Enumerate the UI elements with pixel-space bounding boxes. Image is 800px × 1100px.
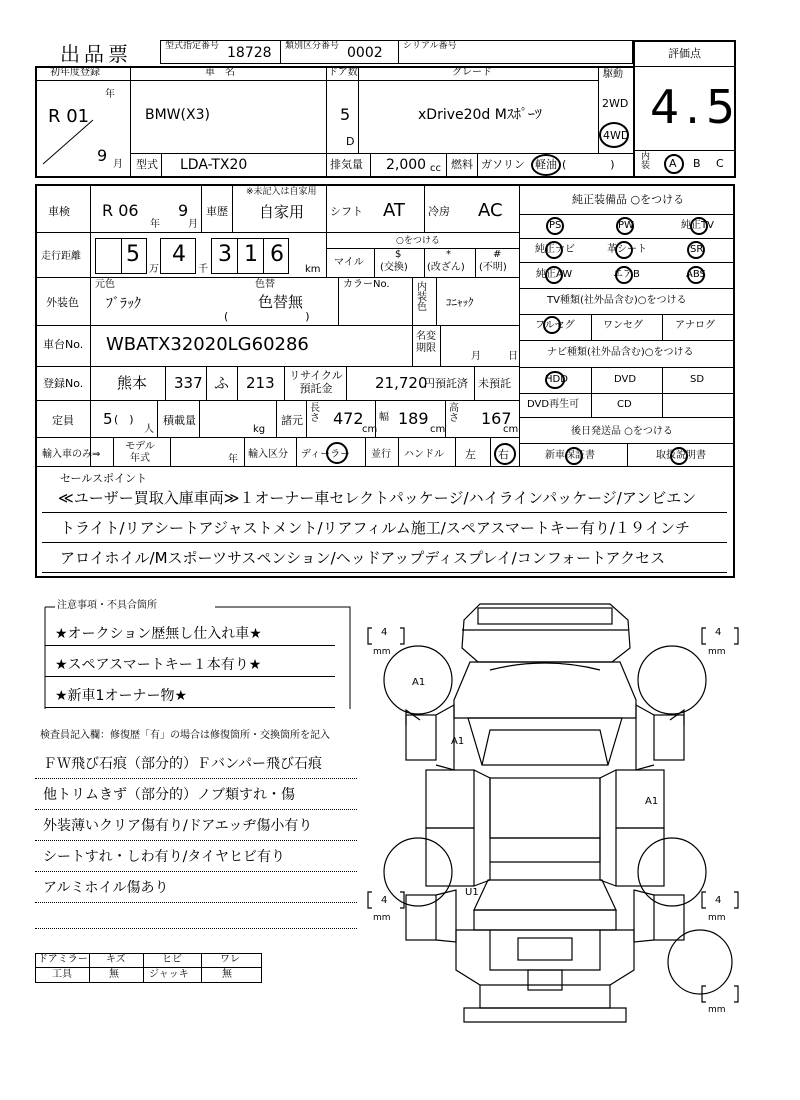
- equip-pw: PW: [618, 220, 634, 231]
- exterior-changed-paren: ( ): [224, 310, 310, 323]
- legend-value: 工具: [52, 969, 72, 980]
- mileage-exchange: (交換): [380, 262, 408, 273]
- inspection-month: 9: [178, 201, 189, 220]
- length-unit: cm: [362, 424, 378, 435]
- dims-label: 諸元: [281, 414, 303, 427]
- later-warranty-circle: [565, 447, 583, 465]
- legend-value: 無: [109, 969, 119, 980]
- tread-value: 4: [715, 627, 722, 638]
- inspector-line: アルミホイル傷あり: [43, 880, 169, 896]
- inspector-line: 外装薄いクリア傷有り/ドアエッヂ傷小有り: [43, 818, 313, 834]
- import-label: 輸入車のみ⇒: [42, 449, 101, 460]
- equip-circle: [687, 266, 705, 284]
- score-label: 評価点: [668, 47, 701, 60]
- fuel-diesel: 軽油: [535, 158, 557, 171]
- sales-point-line: ≪ユーザー買取入庫車両≫１オーナー車セレクトパッケージ/ハイラインパッケージ/アンビエン: [58, 489, 697, 507]
- legend-value: 無: [222, 969, 232, 980]
- drive-4wd: 4WD: [603, 129, 630, 142]
- damage-mark: U1: [465, 887, 479, 898]
- first-reg-year-suffix: 年: [105, 89, 115, 100]
- height-unit: cm: [503, 424, 519, 435]
- tread-unit: mm: [708, 913, 726, 923]
- navi-hdd-circle: [545, 371, 565, 389]
- registration-place: 熊本: [117, 374, 148, 392]
- car-name: BMW(X3): [145, 107, 210, 123]
- interior-label: 内装: [641, 152, 651, 171]
- sales-points-label: セールスポイント: [60, 472, 148, 485]
- notes-label: 注意事項・不具合箇所: [57, 600, 157, 611]
- navi-hdd: HDD: [545, 374, 568, 385]
- import-div-label: 輸入区分: [248, 449, 288, 460]
- door-label: ドア数: [328, 67, 358, 78]
- first-reg-month: 9: [97, 146, 108, 165]
- mileage-sen: 千: [198, 264, 208, 275]
- equip-circle: [545, 266, 563, 284]
- tv-title: TV種類(社外品含む)○をつける: [547, 295, 687, 306]
- equipment-title: 純正装備品 ○をつける: [572, 193, 685, 206]
- mileage-mile: マイル: [334, 257, 364, 268]
- equip-circle: [545, 241, 563, 259]
- interior-color: ｺﾆｬｯｸ: [446, 296, 474, 309]
- damage-mark: A1: [451, 736, 465, 747]
- tv-fullseg: フルセグ: [535, 320, 575, 331]
- cd-label: CD: [617, 399, 632, 410]
- inspector-line: 他トリムきず（部分的）ノブ類すれ・傷: [43, 787, 295, 803]
- load-unit: kg: [253, 424, 266, 435]
- page-title: 出品票: [60, 42, 132, 66]
- recycle-status: 円預託済: [424, 377, 468, 390]
- capacity-unit: 人: [144, 424, 154, 435]
- equip-aw: 純正AW: [536, 269, 573, 280]
- fuel-diesel-circle: [531, 154, 561, 176]
- damage-mark: A1: [412, 677, 426, 688]
- fuel-other: ( ): [562, 158, 615, 171]
- height-label: 高さ: [449, 403, 459, 424]
- mileage-unknown-symbol: #: [493, 249, 502, 260]
- model-code: 18728: [227, 45, 272, 61]
- equip-circle: [690, 217, 708, 235]
- sales-point-line: トライト/リアシートアジャストメント/リアフィルム施工/スペアスマートキー有り/１９インチ: [60, 519, 690, 537]
- inspection-year-suffix: 年: [150, 219, 160, 230]
- interior-grade-circle: [664, 154, 684, 174]
- serial-label: シリアル番号: [403, 41, 457, 51]
- note-line: ★オークション歴無し仕入れ車★: [55, 626, 262, 642]
- category-code: 0002: [347, 45, 383, 61]
- tread-unit: mm: [373, 647, 391, 657]
- grade-value: xDrive20d Mｽﾎﾟｰﾂ: [418, 107, 542, 123]
- fuel-label: 燃料: [451, 158, 473, 171]
- model-year-suffix: 年: [228, 454, 238, 465]
- registration-class: 337: [174, 374, 203, 392]
- equip-tv: 純正TV: [681, 220, 714, 231]
- length-label: 長さ: [310, 403, 320, 424]
- tv-analog: アナログ: [675, 320, 715, 331]
- later-title: 後日発送品 ○をつける: [571, 426, 673, 437]
- inspection-label: 車検: [48, 205, 70, 218]
- registration-kana: ふ: [214, 374, 230, 392]
- later-warranty: 新車保証書: [545, 450, 595, 461]
- displacement: 2,000: [386, 157, 427, 173]
- damage-mark: A1: [645, 796, 659, 807]
- mileage-digit-1: 5: [126, 242, 140, 267]
- fuel-gasoline: ガソリン: [481, 158, 525, 171]
- history-label: 車歴: [206, 205, 228, 218]
- legend-header: キズ: [106, 954, 126, 965]
- mileage-check-label: ○をつける: [396, 236, 440, 246]
- first-reg-era: R 01: [48, 106, 90, 127]
- tv-fullseg-circle: [543, 316, 561, 334]
- car-name-label: 車 名: [205, 67, 235, 78]
- mileage-tamper: (改ざん): [427, 262, 465, 273]
- width-value: 189: [398, 409, 429, 428]
- handle-left: 左: [465, 448, 476, 461]
- exterior-changed-label: 色替: [255, 279, 275, 290]
- chassis-number: WBATX32020LG60286: [106, 334, 309, 355]
- mileage-digit-2: 4: [172, 242, 186, 267]
- width-label: 幅: [379, 412, 389, 423]
- exterior-orig-color: ﾌﾞﾗｯｸ: [106, 296, 141, 312]
- door-count: 5: [340, 105, 351, 124]
- displacement-unit: cc: [430, 163, 441, 174]
- history-note: ※未記入は自家用: [246, 187, 317, 197]
- interior-grade-c: C: [716, 157, 724, 170]
- recycle-label: リサイクル預託金: [289, 369, 343, 396]
- navi-dvd: DVD: [614, 374, 637, 385]
- inspection-month-suffix: 月: [188, 219, 198, 230]
- equip-circle: [616, 217, 634, 235]
- ac-value: AC: [478, 200, 503, 221]
- mileage-label: 走行距離: [41, 251, 81, 262]
- registration-number: 213: [246, 374, 275, 392]
- model-year-label: モデル年式: [125, 441, 155, 464]
- later-manual-circle: [670, 447, 688, 465]
- mileage-km: km: [305, 264, 321, 275]
- equip-leather: 革シート: [607, 244, 647, 255]
- history-value: 自家用: [259, 203, 305, 221]
- import-parallel: 並行: [371, 449, 391, 460]
- mileage-digit-4: 1: [244, 242, 258, 267]
- mileage-digit-5: 6: [270, 242, 284, 267]
- equip-circle: [615, 241, 633, 259]
- equip-sr: SR: [690, 244, 704, 255]
- equip-abs: ABS: [686, 269, 706, 280]
- mileage-exchange-symbol: $: [395, 249, 402, 260]
- grade-label: グレード: [452, 67, 492, 78]
- exterior-label: 外装色: [46, 296, 79, 309]
- meigi-day: 日: [508, 351, 518, 362]
- equip-airbag: エアB: [613, 269, 640, 280]
- exterior-orig-label: 元色: [95, 279, 115, 290]
- inspection-era: R 06: [102, 201, 139, 220]
- meigi-label: 名変期限: [416, 331, 436, 354]
- legend-header: ワレ: [220, 954, 240, 965]
- capacity-paren: ( ): [114, 413, 134, 426]
- inspector-line: ＦＷ飛び石痕（部分的）Ｆバンパー飛び石痕: [43, 756, 323, 772]
- score-value: 4.5: [650, 80, 742, 134]
- shift-value: AT: [383, 200, 405, 221]
- navi-sd: SD: [690, 374, 705, 385]
- first-reg-month-suffix: 月: [113, 159, 123, 170]
- later-manual: 取扱説明書: [656, 450, 706, 461]
- mileage-tamper-symbol: *: [446, 249, 451, 260]
- height-value: 167: [481, 409, 512, 428]
- tv-oneseg: ワンセグ: [603, 320, 643, 331]
- legend-header: ヒビ: [162, 954, 182, 965]
- recycle-amount: 21,720: [375, 374, 428, 392]
- handle-right: 右: [498, 448, 509, 461]
- model-type-label: 型式: [136, 158, 158, 171]
- first-reg-slash: [38, 118, 98, 168]
- capacity-value: 5: [103, 410, 113, 428]
- legend-header: ドアミラー: [38, 954, 88, 965]
- tread-value: 4: [381, 627, 388, 638]
- meigi-month: 月: [471, 351, 481, 362]
- note-line: ★スペアスマートキー１本有り★: [55, 657, 262, 673]
- navi-title: ナビ種類(社外品含む)○をつける: [547, 347, 694, 358]
- import-dealer-circle: [326, 442, 348, 464]
- displacement-label: 排気量: [330, 158, 363, 171]
- equip-circle: [546, 217, 564, 235]
- mileage-digit-3: 3: [218, 242, 232, 267]
- capacity-label: 定員: [52, 414, 74, 427]
- drive-4wd-circle: [599, 122, 629, 148]
- equip-circle: [615, 266, 633, 284]
- note-line: ★新車1オーナー物★: [55, 688, 188, 704]
- color-no-label: カラーNo.: [343, 279, 390, 290]
- drive-2wd: 2WD: [602, 97, 629, 110]
- legend-value: ジャッキ: [149, 969, 189, 980]
- tread-unit: mm: [373, 913, 391, 923]
- equip-ps: PS: [549, 220, 562, 231]
- tread-value: 4: [381, 895, 388, 906]
- chassis-label: 車台No.: [43, 338, 84, 351]
- registration-label: 登録No.: [43, 377, 84, 390]
- ac-label: 冷房: [428, 205, 450, 218]
- interior-color-label: 内装色: [417, 282, 427, 313]
- tread-unit: mm: [708, 647, 726, 657]
- shift-label: シフト: [330, 205, 363, 218]
- inspector-line: シートすれ・しわ有り/タイヤヒビ有り: [43, 849, 286, 865]
- width-unit: cm: [430, 424, 446, 435]
- mileage-man: 万: [149, 264, 159, 275]
- tread-value: 4: [715, 895, 722, 906]
- handle-right-circle: [494, 443, 516, 465]
- exterior-changed: 色替無: [258, 293, 304, 311]
- sales-point-line: アロイホイル/Mスポーツサスペンション/ヘッドアップディスプレイ/コンフォートアクセス: [60, 549, 666, 567]
- length-value: 472: [333, 409, 364, 428]
- first-reg-label: 初年度登録: [50, 67, 100, 78]
- equip-circle: [687, 241, 705, 259]
- dvd-playback-label: DVD再生可: [527, 399, 580, 410]
- category-label: 類別区分番号: [285, 41, 340, 51]
- model-code-label: 型式指定番号: [165, 41, 220, 51]
- import-dealer: ディーラー: [301, 449, 351, 460]
- drive-label: 駆動: [603, 69, 623, 80]
- model-type: LDA-TX20: [180, 157, 248, 173]
- inspector-label: 検査員記入欄：修復歴「有」の場合は修復箇所・交換箇所を記入: [40, 730, 330, 741]
- interior-grade-b: B: [693, 157, 701, 170]
- recycle-unpaid: 未預託: [478, 377, 511, 390]
- load-label: 積載量: [163, 414, 196, 427]
- door-type: D: [346, 135, 355, 148]
- interior-grade-a: A: [669, 157, 677, 170]
- equip-navi: 純正ナビ: [535, 244, 575, 255]
- mileage-unknown: (不明): [479, 262, 507, 273]
- handle-label: ハンドル: [404, 449, 444, 460]
- tread-unit: mm: [708, 1005, 726, 1015]
